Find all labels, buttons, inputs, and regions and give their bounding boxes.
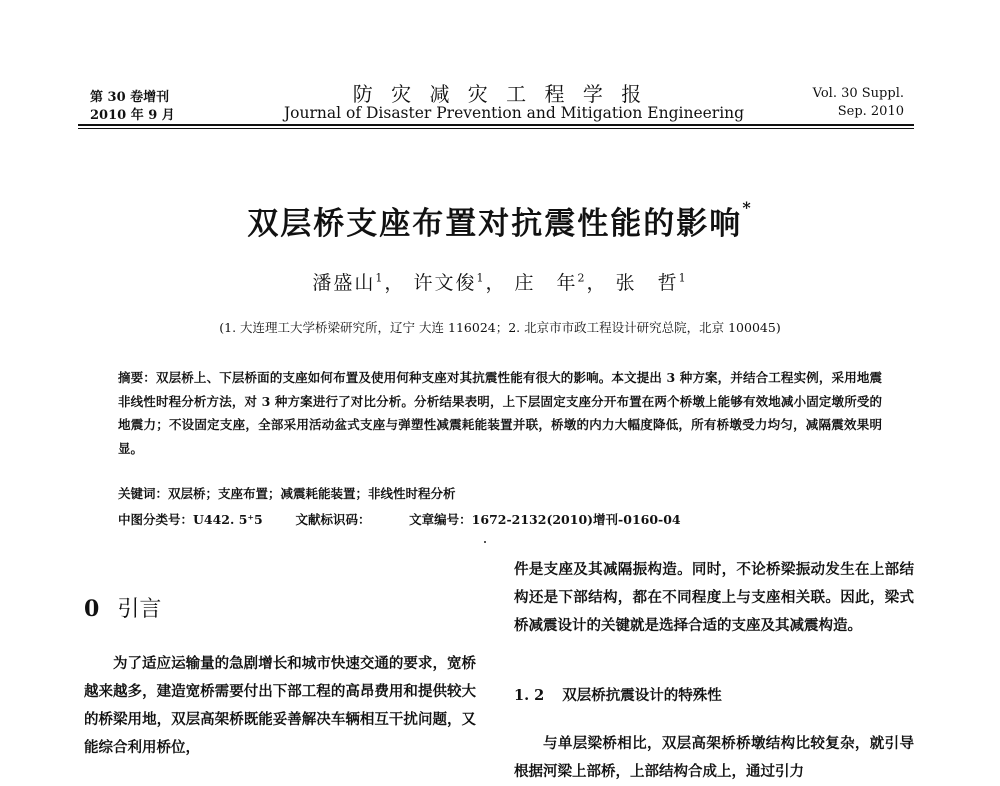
- scan-speck: [484, 541, 486, 543]
- class-label: 中图分类号：: [118, 512, 194, 527]
- section-1-2-heading: 1. 2 双层桥抗震设计的特殊性: [514, 687, 722, 704]
- section-0-heading: 0 引言: [84, 596, 162, 622]
- journal-title-cn: 防 灾 减 灾 工 程 学 报: [352, 82, 648, 106]
- author-name: 潘盛山: [312, 272, 376, 294]
- abstract-label: 摘要：: [118, 370, 156, 385]
- doc-code-label: 文献标识码：: [295, 512, 371, 527]
- header-rule-thick: [78, 124, 914, 126]
- article-number: 文章编号：1672-2132(2010)增刊-0160-04: [409, 512, 681, 527]
- author-list: 潘盛山$^1$， 许文俊$^1$， 庄 年$^2$， 张 哲$^1$: [312, 271, 688, 294]
- volume-label: Vol. 30 Suppl.: [812, 86, 904, 101]
- abstract-text: 双层桥上、下层桥面的支座如何布置及使用何种支座对其抗震性能有很大的影响。本文提出 3 种方案，并结合工程实例，采用地震非线性时程分析方法，对 3 种方案进行了对比分析。分析结果表明，上下层固定支座分开布置在两个桥墩上能够有效地减小固定墩所受的地震力；不设固定支座，全部采用活动盆式支座与弹塑性减震耗能装置并联，桥墩的内力大幅度降低，所有桥墩受力均匀，减隔震效果明显。: [118, 370, 882, 456]
- paper-title: 双层桥支座布置对抗震性能的影响*: [247, 198, 753, 242]
- classification-line: [118, 510, 681, 528]
- section-1-2-paragraph: 与单层梁桥相比，双层高架桥桥墩结构比较复杂，就引导根据河梁上部桥，上部结构合成上，通过引力: [514, 735, 914, 780]
- journal-title-en: Journal of Disaster Prevention and Mitigation Engineering: [283, 104, 745, 122]
- keywords: 关键词：双层桥；支座布置；减震耗能装置；非线性时程分析: [118, 486, 456, 501]
- author-name: 许文俊: [413, 272, 477, 294]
- issue-date: 2010 年 9 月: [90, 108, 175, 123]
- right-paragraph: 件是支座及其减隔振构造。同时，不论桥梁振动发生在上部结构还是下部结构，都在不同程度上与支座相关联。因此，梁式桥减震设计的关键就是选择合适的支座及其减震构造。: [514, 561, 914, 634]
- intro-paragraph: 为了适应运输量的急剧增长和城市快速交通的要求，宽桥越来越多，建造宽桥需要付出下部工程的高昂费用和提供较大的桥梁用地，双层高架桥既能妥善解决车辆相互干扰问题，又能综合利用桥位，: [84, 655, 476, 756]
- author-name: 张 哲: [615, 272, 679, 294]
- abstract: [118, 366, 882, 460]
- affiliations: (1. 大连理工大学桥梁研究所，辽宁 大连 116024；2. 北京市市政工程设计研究总院，北京 100045): [219, 320, 781, 335]
- author-name: 庄 年: [514, 272, 578, 294]
- header-rule-thin: [78, 128, 914, 129]
- issue-label: 第 30 卷增刊: [90, 90, 170, 105]
- class-value: U442. 5⁺5: [193, 512, 263, 527]
- title-footnote-mark: *: [742, 198, 753, 217]
- issue-date-en: Sep. 2010: [837, 104, 904, 119]
